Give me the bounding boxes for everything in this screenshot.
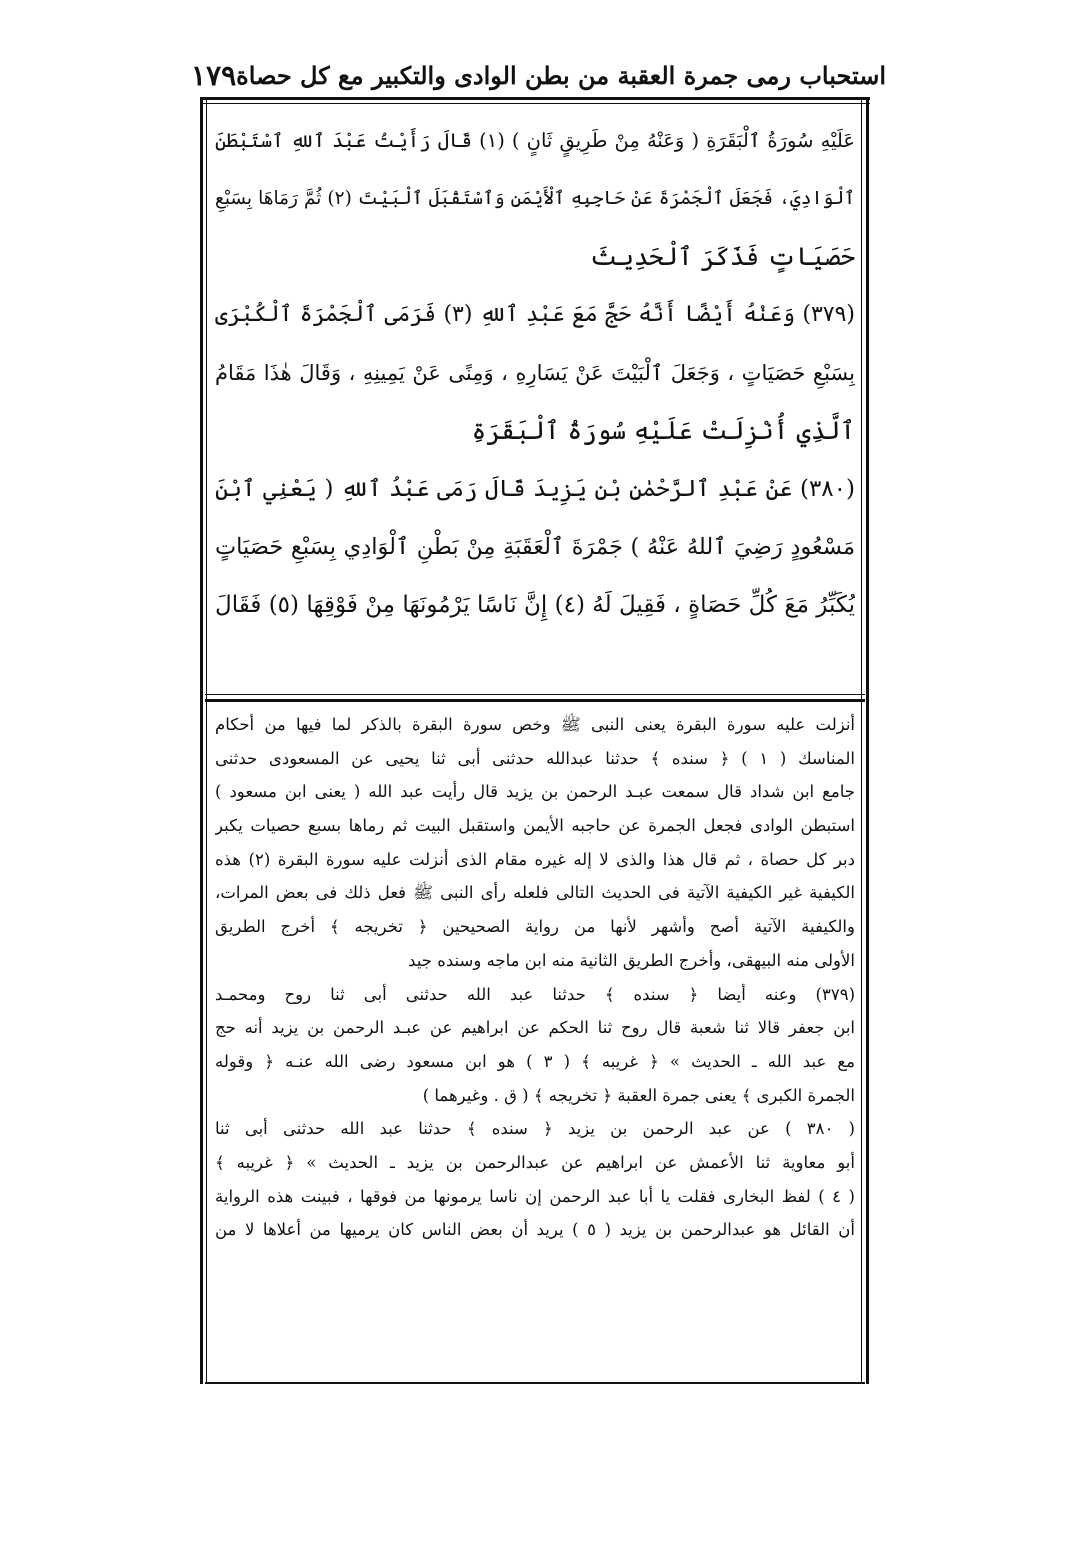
note-line: المناسك ( ١ ) ﴿ سنده ﴾ حدثنا عبدالله حدثنى أبى ثنا يحيى عن المسعودى حدثنى: [215, 748, 855, 768]
text-line: حَصَيَاتٍ فَذَكَرَ ٱلْحَدِيثَ: [590, 242, 855, 271]
text-line: بِسَبْعِ حَصَيَاتٍ ، وَجَعَلَ ٱلْبَيْتَ عَنْ يَسَارِهِ ، وَمِنًى عَنْ يَمِينِهِ ، وَقَالَ هٰذَا مَقَامُ: [215, 361, 855, 385]
text-line: ٱلَّذِي أُنْزِلَتْ عَلَيْهِ سُورَةُ ٱلْبَقَرَةِ: [471, 416, 855, 445]
text-line: مَسْعُودٍ رَضِيَ ٱللهُ عَنْهُ ) جَمْرَةَ ٱلْعَقَبَةِ مِنْ بَطْنِ ٱلْوَادِي بِسَبْعِ حَصَيَاتٍ: [215, 534, 855, 560]
header-title: استحباب رمى جمرة العقبة من بطن الوادى والتكبير مع كل حصاة: [236, 60, 886, 90]
note-line: أن القائل هو عبدالرحمن بن يزيد ( ٥ ) يريد أن بعض الناس كان يرميها من أعلاها لا من: [215, 1220, 855, 1240]
note-line: مع عبد الله ـ الحديث » ﴿ غريبه ﴾ ( ٣ ) هو ابن مسعود رضى الله عنـه ﴿ وقوله: [215, 1051, 855, 1071]
bottom-rule: [205, 1382, 865, 1384]
commentary-notes: [215, 708, 855, 1247]
note-line: جامع ابن شداد قال سمعت عبـد الرحمن بن يزيد قال رأيت عبد الله ( يعنى ابن مسعود ): [215, 782, 855, 802]
note-line: والكيفية الآتية أصح وأشهر لأنها من رواية الصحيحين ﴿ تخريجه ﴾ أخرج الطريق: [215, 917, 855, 937]
right-border-thin: [861, 100, 862, 1384]
text-line: ٱلْوَادِيَ، فَجَعَلَ ٱلْجَمْرَةَ عَنْ حَاجِبِهِ ٱلْأَيْمَنِ وَٱسْتَقْبَلَ ٱلْبَيْتَ (٢) ثُمَّ رَمَاهَا بِسَبْعِ: [215, 188, 855, 209]
note-line: استبطن الوادى فجعل الجمرة عن حاجبه الأيمن واستقبل البيت ثم رماها بسبع حصيات يكبر: [215, 816, 855, 836]
note-line: (٣٧٩) وعنه أيضا ﴿ سنده ﴾ حدثنا عبد الله حدثنى أبى ثنا روح ومحمـد: [215, 984, 855, 1004]
page-number: ١٧٩: [191, 58, 237, 92]
text-line: (٣٨٠) عَنْ عَبْدِ ٱلرَّحْمٰنِ بْنِ يَزِيدَ قَالَ رَمَى عَبْدُ ٱللهِ ( يَعْنِي ٱبْنَ: [215, 476, 855, 502]
note-line: دبر كل حصاة ، ثم قال هذا والذى لا إله غيره مقام الذى أنزلت عليه سورة البقرة (٢) هذه: [215, 849, 855, 869]
text-line: (٣٧٩) وَعَنْهُ أَيْضًا أَنَّهُ حَجَّ مَعَ عَبْدِ ٱللهِ (٣) فَرَمَى ٱلْجَمْرَةَ ٱلْكُبْرَى: [215, 302, 855, 327]
top-rule-thin: [200, 103, 870, 104]
note-line: الجمرة الكبرى ﴾ يعنى جمرة العقبة ﴿ تخريجه ﴾ ( ق . وغيرهما ): [422, 1085, 855, 1105]
note-line: ( ٣٨٠ ) عن عبد الرحمن بن يزيد ﴿ سنده ﴾ حدثنا عبد الله حدثنى أبى ثنا: [215, 1119, 855, 1139]
right-border: [866, 100, 869, 1384]
top-rule: [200, 97, 870, 100]
text-line: يُكَبِّرُ مَعَ كُلِّ حَصَاةٍ ، فَقِيلَ لَهُ (٤) إِنَّ نَاسًا يَرْمُونَهَا مِنْ فَوْقِهَا (٥) فَقَالَ: [215, 592, 855, 618]
separator-rule-thin: [205, 694, 865, 695]
note-line: أنزلت عليه سورة البقرة يعنى النبى ﷺ وخص سورة البقرة بالذكر لما فيها من أحكام: [215, 715, 855, 734]
note-line: الكيفية غير الكيفية الآتية فى الحديث التالى فلعله رأى النبى ﷺ فعل ذلك فى بعض المرات،: [215, 883, 855, 903]
left-border-thin: [206, 100, 207, 1384]
note-line: الأولى منه البيهقى، وأخرج الطريق الثانية منه ابن ماجه وسنده جيد: [408, 950, 855, 970]
note-line: ابن جعفر قالا ثنا شعبة قال روح ثنا الحكم عن ابراهيم عن عبـد الرحمن بن يزيد أنه حج: [215, 1018, 855, 1038]
separator-rule: [205, 699, 865, 702]
note-line: ( ٤ ) لفظ البخارى فقلت يا أبا عبد الرحمن إن ناسا يرمونها من فوقها ، فبينت هذه الرواية: [215, 1186, 855, 1206]
running-header: [191, 55, 886, 95]
hadith-text: [215, 112, 855, 634]
note-line: أبو معاوية ثنا الأعمش عن ابراهيم عن عبدالرحمن بن يزيد ـ الحديث » ﴿ غريبه ﴾: [215, 1152, 855, 1172]
left-border: [200, 100, 203, 1384]
text-line: عَلَيْهِ سُورَةُ ٱلْبَقَرَةِ ( وَعَنْهُ مِنْ طَرِيقٍ ثَانٍ ) (١) قَالَ رَأَيْتُ عَبْدَ ٱللهِ ٱسْتَبْطَنَ: [215, 129, 855, 152]
